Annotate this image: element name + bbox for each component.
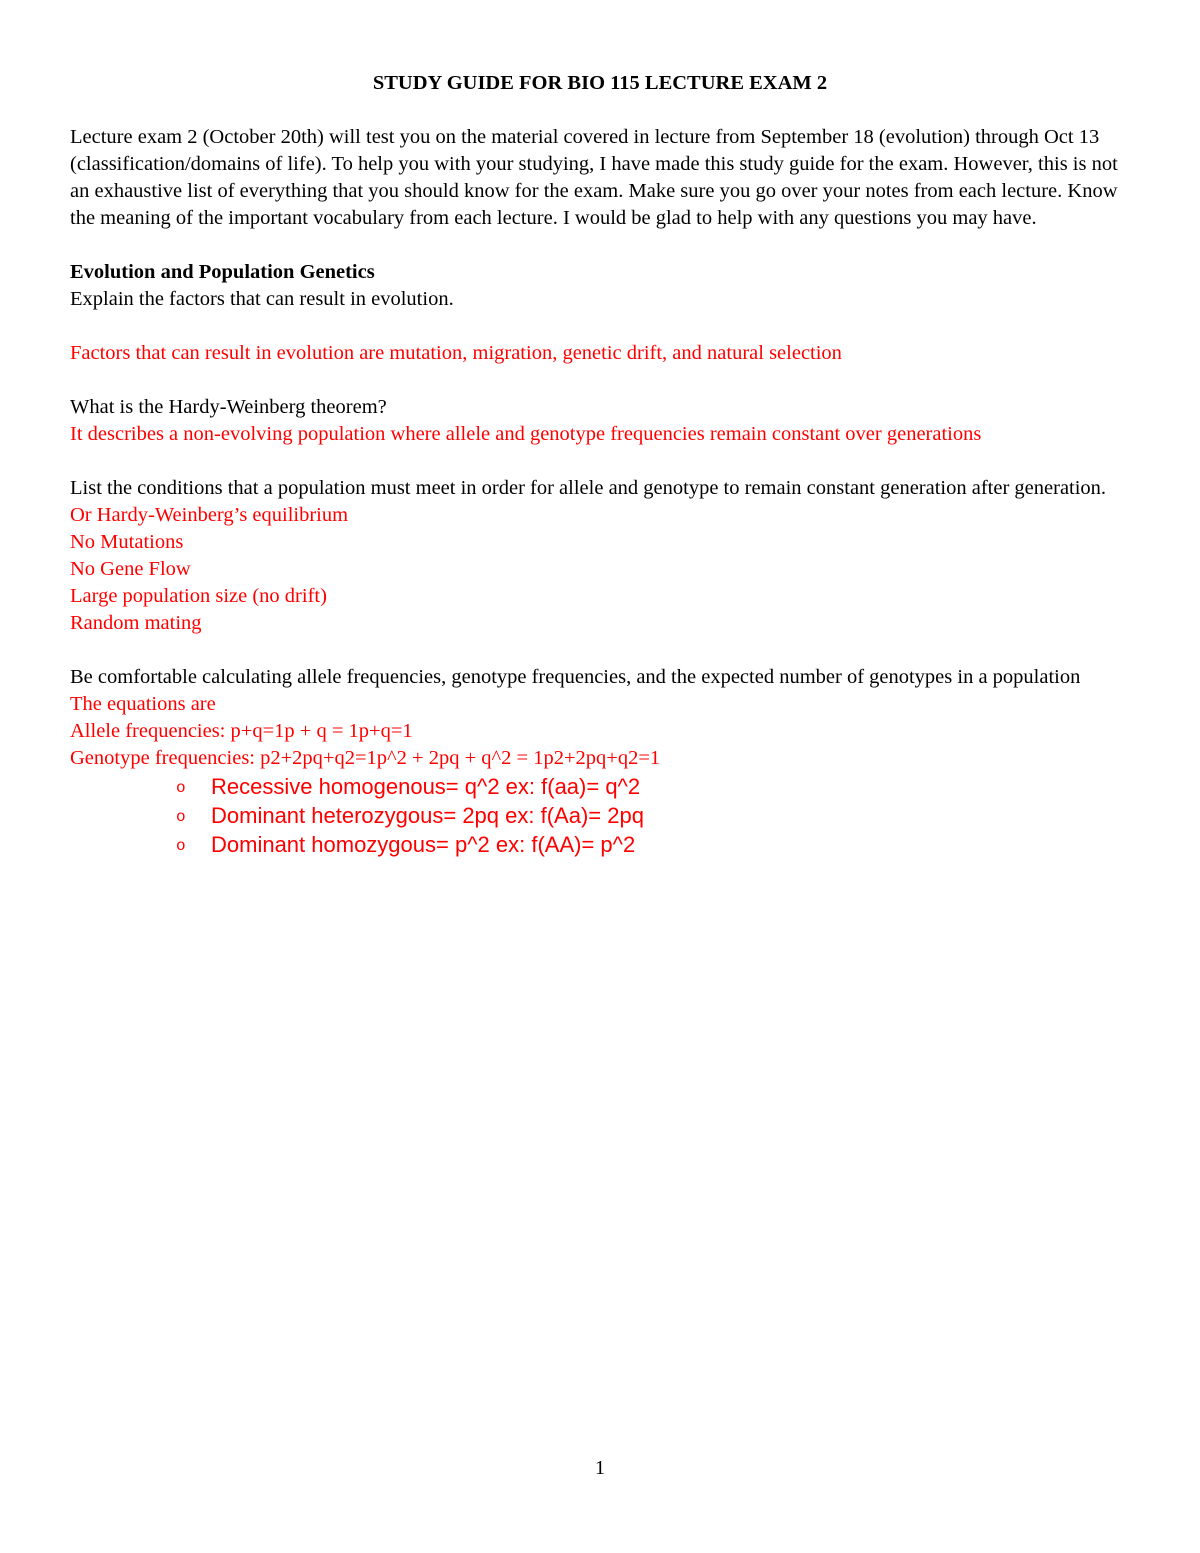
answer-conditions [70,502,1130,637]
condition-item: No Gene Flow [70,558,191,580]
page-number: 1 [594,1457,606,1479]
answer-evolution-factors: Factors that can result in evolution are mutation, migration, genetic drift, and natural selection [70,342,842,364]
intro-paragraph: Lecture exam 2 (October 20th) will test you on the material covered in lecture from September 18 (evolution) through Oct 13 (classification/domains of life). To help you with your studying, I have made this study guide for the exam. However, this is not an exhaustive list of everything that you should know for the exam. Make sure you go over your notes from each lecture. Know the meaning of the important vocabulary from each lecture. I would be glad to help with any questions you may have. [70,126,1118,229]
section-heading: Evolution and Population Genetics [70,261,375,283]
bullet-item-heterozygous [70,801,1130,830]
condition-item: Random mating [70,612,202,634]
question-calculations: Be comfortable calculating allele frequencies, genotype frequencies, and the expected number of genotypes in a population [70,666,1081,688]
question-hardy-weinberg: What is the Hardy-Weinberg theorem? [70,396,387,418]
allele-frequency-equation: Allele frequencies: p+q=1p + q = 1p+q=1 [70,720,413,742]
bullet-text: Dominant heterozygous= 2pq ex: f(Aa)= 2pq [211,803,644,828]
condition-item: Large population size (no drift) [70,585,327,607]
bullet-item-homozygous [70,830,1130,859]
document-title: STUDY GUIDE FOR BIO 115 LECTURE EXAM 2 [372,72,828,94]
condition-item: Or Hardy-Weinberg’s equilibrium [70,504,349,526]
question-evolution-factors: Explain the factors that can result in evolution. [70,288,454,310]
answer-hardy-weinberg: It describes a non-evolving population where allele and genotype frequencies remain constant over generations [70,423,982,445]
document-page [70,70,1130,859]
bullet-item-recessive [70,772,1130,801]
bullet-circle-icon: o [176,837,186,855]
genotype-bullet-list [70,772,1130,859]
genotype-frequency-equation: Genotype frequencies: p2+2pq+q2=1p^2 + 2pq + q^2 = 1p2+2pq+q2=1 [70,747,661,769]
bullet-text: Dominant homozygous= p^2 ex: f(AA)= p^2 [211,832,636,857]
bullet-circle-icon: o [176,808,186,826]
condition-item: No Mutations [70,531,184,553]
question-conditions: List the conditions that a population must meet in order for allele and genotype to remain constant generation after generation. [70,477,1107,499]
bullet-circle-icon: o [176,779,186,797]
answer-equations-intro: The equations are [70,693,216,715]
bullet-text: Recessive homogenous= q^2 ex: f(aa)= q^2 [211,774,641,799]
